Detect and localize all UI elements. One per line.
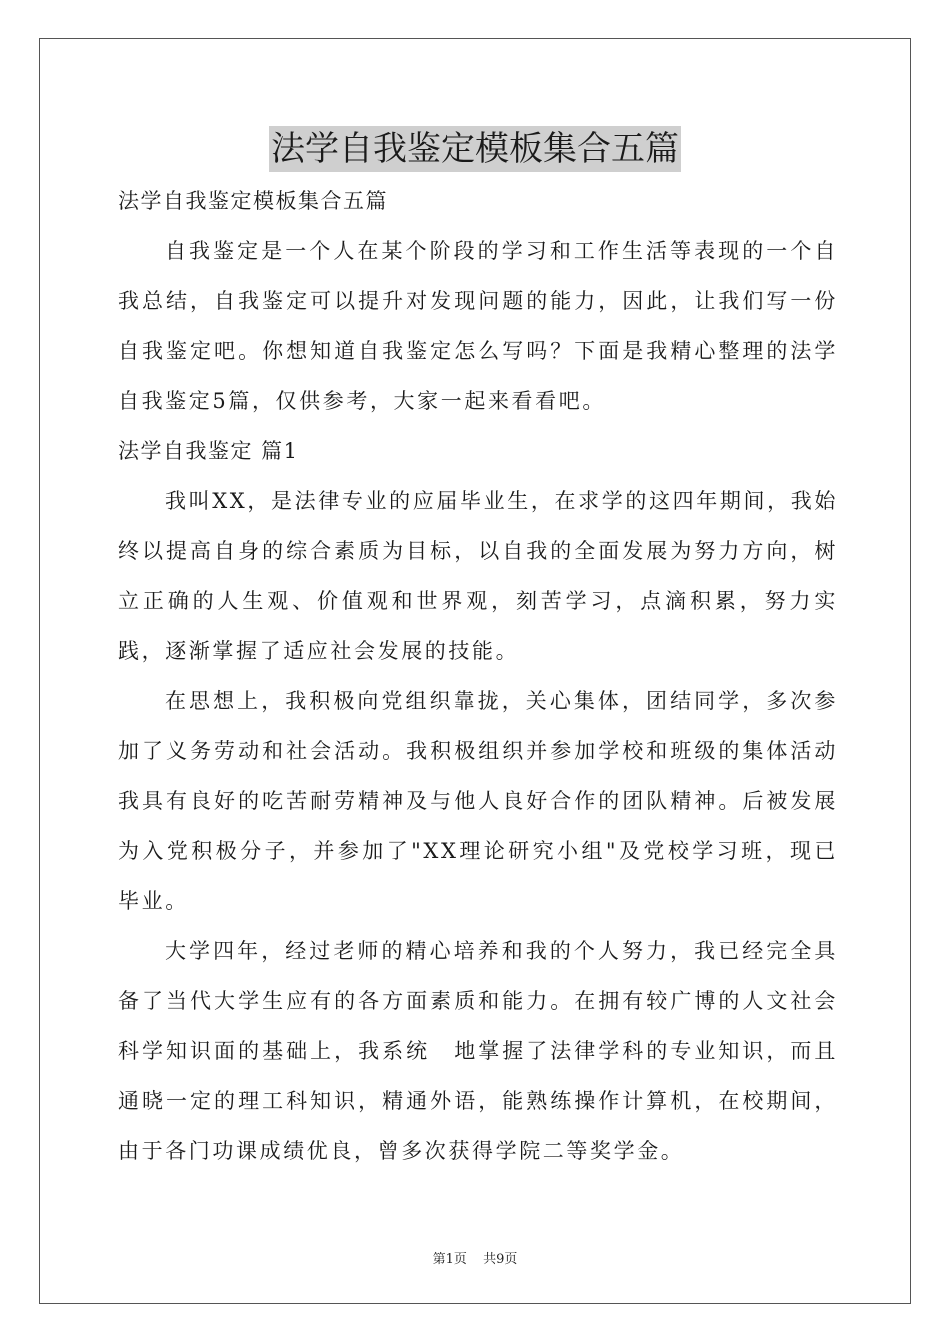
page-footer	[0, 1248, 950, 1267]
intro-paragraph: 自我鉴定是一个人在某个阶段的学习和工作生活等表现的一个自我总结，自我鉴定可以提升对发现问题的能力，因此，让我们写一份自我鉴定吧。你想知道自我鉴定怎么写吗？下面是我精心整理的法学自我鉴定5篇，仅供参考，大家一起来看看吧。	[118, 239, 838, 413]
section-heading: 法学自我鉴定 篇1	[118, 439, 299, 463]
body-paragraph: 在思想上，我积极向党组织靠拢，关心集体，团结同学，多次参加了义务劳动和社会活动。我积极组织并参加学校和班级的集体活动我具有良好的吃苦耐劳精神及与他人良好合作的团队精神。后被发展为入党积极分子，并参加了"XX理论研究小组"及党校学习班，现已毕业。	[118, 689, 838, 913]
title-block	[0, 126, 950, 172]
page-total: 共9页	[483, 1252, 518, 1267]
page-number: 第1页	[432, 1252, 467, 1267]
body-paragraph: 大学四年，经过老师的精心培养和我的个人努力，我已经完全具备了当代大学生应有的各方面素质和能力。在拥有较广博的人文社会科学知识面的基础上，我系统 地掌握了法律学科的专业知识，而且通晓一定的理工科知识，精通外语，能熟练操作计算机，在校期间，由于各门功课成绩优良，曾多次获得学院二等奖学金。	[118, 939, 838, 1163]
document-body	[118, 176, 838, 1176]
document-title: 法学自我鉴定模板集合五篇	[269, 126, 681, 172]
document-subtitle: 法学自我鉴定模板集合五篇	[118, 189, 388, 213]
body-paragraph: 我叫XX，是法律专业的应届毕业生，在求学的这四年期间，我始终以提高自身的综合素质为目标，以自我的全面发展为努力方向，树立正确的人生观、价值观和世界观，刻苦学习，点滴积累，努力实践，逐渐掌握了适应社会发展的技能。	[118, 489, 838, 663]
